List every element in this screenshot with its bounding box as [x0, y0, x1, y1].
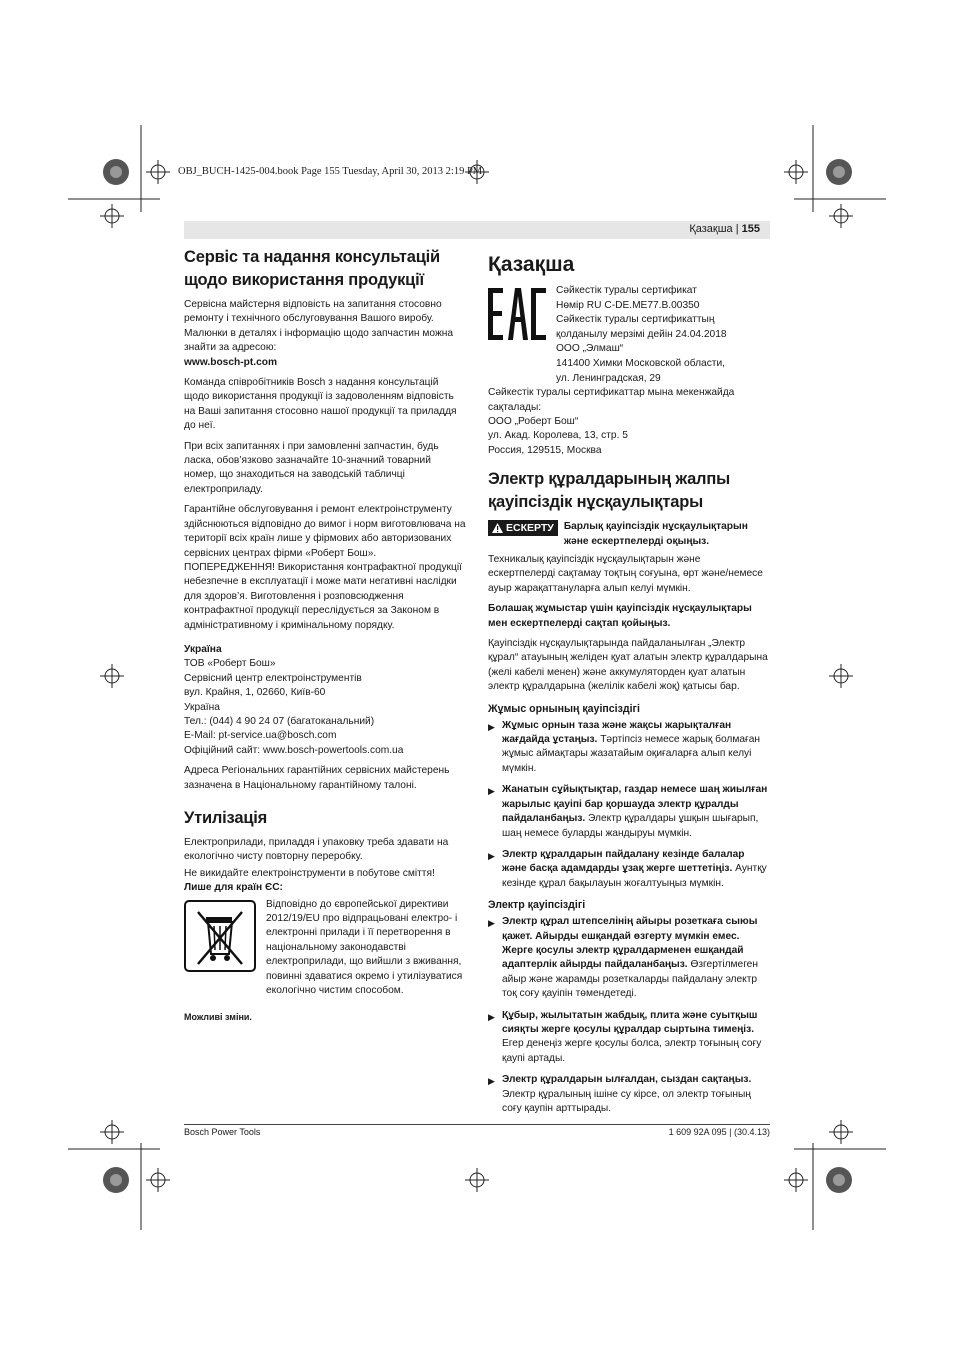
item-text: Электр құралының ішіне су кірсе, ол электр тоғының соғу қаупін арттырады.: [502, 1088, 751, 1114]
cert-line: ул. Ленинградская, 29: [556, 372, 661, 384]
list-item: [488, 1009, 770, 1067]
holder-address: [488, 386, 770, 458]
right-column: [488, 252, 770, 1123]
certificate-block: [488, 284, 770, 386]
list-item: [488, 783, 770, 841]
item-bold: Жұмыс орнын таза және жақсы жарықталған жағдайда ұстаңыз.: [502, 719, 732, 746]
list-item: [488, 719, 770, 777]
address-line: ТОВ «Роберт Бош»: [184, 658, 276, 670]
electrical-safety-heading: Электр қауіпсіздігі: [488, 899, 586, 912]
header-bar: [184, 221, 770, 239]
service-paragraph-5: Адреса Регіональних гарантійних сервісних майстерень зазначена в Національному гарантійному талоні.: [184, 765, 450, 791]
cert-line: Нөмір RU C-DE.ME77.B.00350: [556, 299, 700, 311]
item-bold: Жанатын сұйықтықтар, газдар немесе шаң жиылған жарылыс қауіпі бар қоршауда электр құралды пайдаланбаңыз.: [502, 784, 768, 825]
item-text: Аунтқу кезінде құрал бақылауын жоғалтуыңыз мүмкін.: [502, 863, 767, 889]
certificate-text: [556, 284, 727, 386]
header-separator: |: [735, 223, 739, 235]
safety-paragraph-1: Техникалық қауіпсіздік нұсқаулықтарын және ескертпелерді сақтамау тоқтың соғуына, өрт және/немесе ауыр жарақаттануларға алып келуі мүмкін.: [488, 554, 763, 594]
item-text: Егер денеңіз жерге қосулы болса, электр тоғының соғу қаупі артады.: [502, 1038, 762, 1064]
holder-line: ул. Акад. Королева, 13, стр. 5: [488, 430, 628, 442]
disposal-heading: Утилізація: [184, 809, 268, 827]
bullet-triangle-icon: ▶: [488, 1011, 495, 1022]
bullet-triangle-icon: ▶: [488, 786, 495, 797]
print-slug: OBJ_BUCH-1425-004.book Page 155 Tuesday, April 30, 2013 2:19 PM: [178, 166, 483, 177]
item-bold: Электр құрал штепселінің айыры розеткаға сыюы қажет. Айырды ешқандай өзгерту мүмкін емес. Жерге қосулы электр құралдарменен ешқандай адаптерлік айырды пайдаланбаңыз.: [502, 916, 758, 971]
bullet-triangle-icon: ▶: [488, 721, 495, 732]
footer-left: Bosch Power Tools: [184, 1127, 261, 1137]
left-column: [184, 246, 466, 1031]
eac-mark-icon: [488, 288, 546, 340]
footer-right: 1 609 92A 095 | (30.4.13): [668, 1127, 770, 1137]
warning-text: Барлық қауіпсіздік нұсқаулықтарын және ескертпелерді оқыңыз.: [563, 521, 748, 547]
holder-line: Сәйкестік туралы сертификаттар мына мекенжайда сақталады:: [488, 387, 735, 413]
item-text: Тәртіпсіз немесе жарық болмаған жұмыс аймақтары жазатайым оқиғаларға алып келуі мүмкін.: [502, 734, 761, 774]
item-bold: Электр құралдарын пайдалану кезінде балалар және басқа адамдарды ұзақ жерге шеттетіңіз.: [502, 848, 745, 875]
item-bold: Электр құралдарын ылғалдан, сыздан сақтаңыз.: [502, 1074, 752, 1086]
service-paragraph-2: Команда співробітників Bosch з надання консультацій щодо використання продукції із задоволенням відповість на Ваші запитання стосовно нашої продукції та приладдя до неї.: [184, 377, 457, 432]
address-line: E-Mail: pt-service.ua@bosch.com: [184, 730, 337, 742]
bullet-triangle-icon: ▶: [488, 1076, 495, 1087]
service-paragraph-1: Сервісна майстерня відповість на запитання стосовно ремонту і технічного обслуговування Вашого виробу. Малюнки в деталях і інформацію щодо запчастин можна знайти за адресою:: [184, 299, 454, 354]
safety-heading: Электр құралдарының жалпы қауіпсіздік нұсқаулықтары: [488, 470, 730, 512]
disposal-paragraph-1: Електроприлади, приладдя і упаковку треба здавати на екологічно чисту повторну переробку.: [184, 837, 449, 863]
kazakh-heading: Қазақша: [488, 253, 575, 276]
work-area-heading: Жұмыс орнының қауіпсіздігі: [488, 702, 640, 715]
warning-row: [488, 520, 770, 549]
warning-triangle-icon: [492, 523, 503, 533]
bullet-triangle-icon: ▶: [488, 918, 495, 929]
address-line: Сервісний центр електроінструментів: [184, 672, 362, 684]
list-item: [488, 1073, 770, 1116]
list-item: [488, 848, 770, 891]
service-paragraph-4: Гарантійне обслуговування і ремонт електроінструменту здійснюються відповідно до вимог і норм виготовлювача на території всіх країн лише у фірмових або авторизованих сервісних центрах фірми «Роберт Бош». ПОПЕРЕДЖЕННЯ! Використання контрафактної продукції небезпечне в експлуатації і може мати негативні наслідки для здоров’я. Виготовлення і розповсюдження контрафактної продукції переслідується за Законом в адміністративному і кримінальному порядку.: [184, 504, 466, 631]
electrical-safety-list: [488, 915, 770, 1116]
cert-line: ООО „Элмаш“: [556, 343, 624, 355]
safety-paragraph-2: Болашақ жұмыстар үшін қауіпсіздік нұсқаулықтары мен ескертпелерді сақтап қойыңыз.: [488, 603, 752, 629]
item-text: Электр құралдары ұшқын шығарып, шаң немесе буларды жандыруы мүмкін.: [502, 813, 759, 839]
running-header: [689, 223, 760, 235]
warning-label: ЕСКЕРТУ: [506, 522, 554, 535]
eu-only-label: Лише для країн ЄС:: [184, 882, 283, 894]
list-item: [488, 915, 770, 1001]
service-address: [184, 657, 466, 758]
address-line: Тел.: (044) 4 90 24 07 (багатоканальний): [184, 715, 375, 727]
item-bold: Құбыр, жылытатын жабдық, плита және суытқыш сияқты жерге қосулы құралдар сыртына тимеңіз.: [502, 1009, 758, 1035]
country-label: Україна: [184, 643, 222, 655]
item-text: Өзгертілмеген айыр және жарамды розеткаларды пайдалану электр тоқ соғу қауіпін төмендетеді.: [502, 959, 758, 1000]
work-area-list: [488, 719, 770, 891]
cert-line: 141400 Химки Московской области,: [556, 357, 725, 369]
footer-rule: [184, 1124, 770, 1125]
safety-paragraph-3: Қауіпсіздік нұсқаулықтарында пайдаланылған „Электр құрал“ атауының желіден қуат алатын электр құралдарына (желі кабелі менен) және аккумуляторден қуат алатын электр құралдарына (желілік кабелі жоқ) қатысы бар.: [488, 638, 768, 693]
cert-line: Сәйкестік туралы сертификаттың: [556, 314, 715, 326]
address-line: вул. Крайня, 1, 02660, Київ-60: [184, 687, 326, 699]
disposal-paragraph-2: Не викидайте електроінструменти в побутове сміття!: [184, 867, 435, 879]
changes-note: Можливі зміни.: [184, 1012, 252, 1023]
service-paragraph-3: При всіх запитаннях і при замовленні запчастин, будь ласка, обов’язково зазначайте 10-значний товарний номер, що знаходиться на заводській табличці електроприладу.: [184, 440, 439, 495]
bullet-triangle-icon: ▶: [488, 850, 495, 861]
cert-line: Сәйкестік туралы сертификат: [556, 285, 697, 296]
page-number: 155: [741, 223, 760, 235]
weee-bin-icon: [184, 900, 256, 972]
weee-text: Відповідно до європейської директиви 2012/19/EU про відпрацьовані електро- і електронні прилади і її перетворення в національному законодавстві електроприлади, що вийшли з вживання, повинні здаватися окремо і утилізуватися екологічно чистим способом.: [266, 898, 463, 997]
service-url: www.bosch-pt.com: [184, 356, 278, 368]
weee-block: [184, 898, 466, 999]
cert-line: қолданылу мерзімі дейін 24.04.2018: [556, 328, 727, 340]
warning-badge: [488, 520, 558, 536]
header-language: Қазақша: [689, 223, 733, 235]
address-line: Україна: [184, 701, 220, 713]
service-heading: Сервіс та надання консультацій щодо використання продукції: [184, 248, 440, 289]
holder-line: ООО „Роберт Бош“: [488, 415, 579, 427]
address-line: Офіційний сайт: www.bosch-powertools.com.ua: [184, 744, 404, 756]
holder-line: Россия, 129515, Москва: [488, 444, 602, 456]
